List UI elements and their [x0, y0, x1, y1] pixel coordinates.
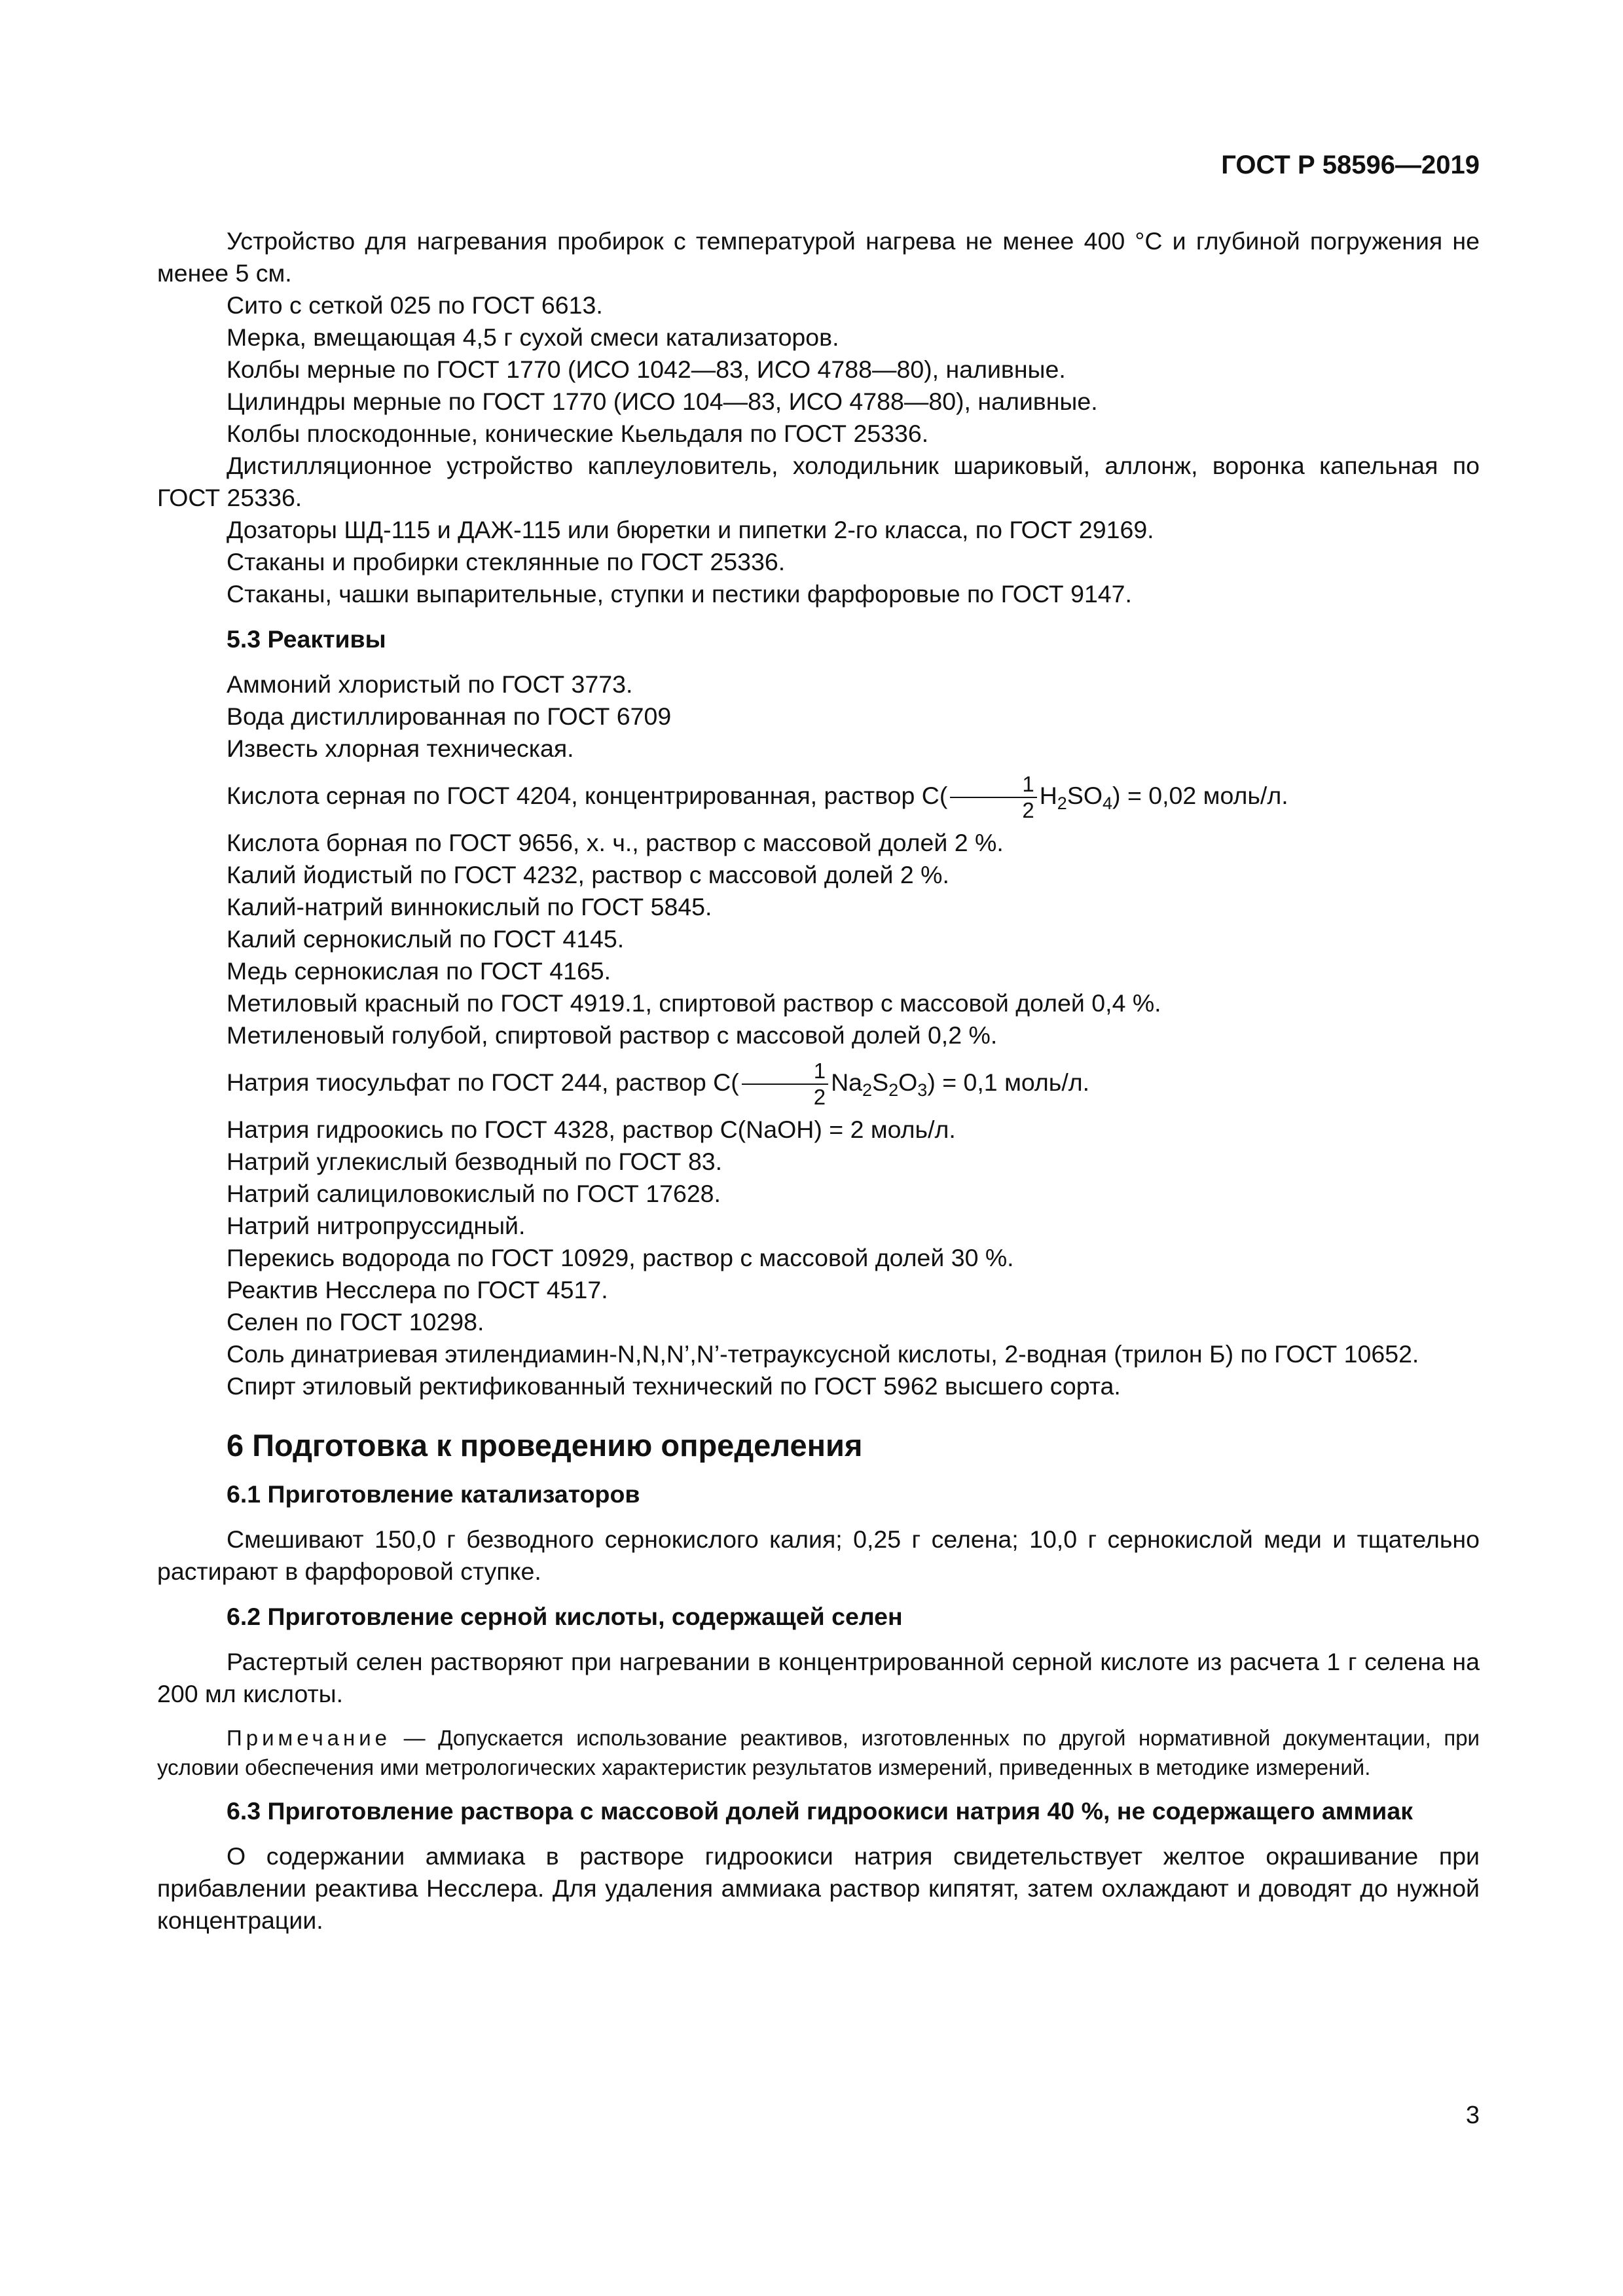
reagent-item: Натрия гидроокись по ГОСТ 4328, раствор С(NaOH) = 2 моль/л. — [227, 1116, 956, 1143]
formula-part: O — [898, 1068, 918, 1096]
formula-part: H — [1039, 782, 1057, 809]
paragraph-6-2: Растертый селен растворяют при нагревании в концентрированной серной кислоте из расчета 1 г селена на 200 мл кислоты. — [157, 1648, 1480, 1707]
formula-subscript: 2 — [862, 1080, 873, 1101]
equipment-item: Стаканы и пробирки стеклянные по ГОСТ 25336. — [227, 548, 786, 575]
reagent-item: Калий сернокислый по ГОСТ 4145. — [227, 925, 625, 953]
fraction-numerator: 1 — [742, 1059, 828, 1085]
page-number: 3 — [1465, 2102, 1480, 2129]
formula-part: SO — [1067, 782, 1103, 809]
reagent-item: Медь сернокислая по ГОСТ 4165. — [227, 957, 611, 985]
formula-subscript: 3 — [917, 1080, 928, 1101]
reagent-item-sulfuric-acid — [157, 765, 1480, 827]
reagent-item: Калий-натрий виннокислый по ГОСТ 5845. — [227, 893, 712, 920]
formula-subscript: 4 — [1103, 793, 1113, 814]
equipment-item: Колбы плоскодонные, конические Кьельдаля по ГОСТ 25336. — [227, 420, 929, 447]
fraction-denominator: 2 — [813, 1085, 826, 1110]
reagent-item: Известь хлорная техническая. — [227, 735, 574, 762]
note-text: — Допускается использование реактивов, изготовленных по другой нормативной документации, при условии обеспечения ими метрологических характеристик результатов измерений, приведенных в методике измерений. — [157, 1726, 1480, 1779]
note-label: Примечание — [227, 1726, 392, 1750]
document-header: ГОСТ Р 58596—2019 — [1221, 151, 1480, 179]
section-heading-6-1: 6.1 Приготовление катализаторов — [227, 1480, 640, 1508]
reagent-item: Вода дистиллированная по ГОСТ 6709 — [227, 702, 672, 730]
formula-subscript: 2 — [888, 1080, 899, 1101]
formula-suffix: ) = 0,1 моль/л. — [927, 1068, 1090, 1096]
note — [157, 1723, 1480, 1782]
formula-prefix: Кислота серная по ГОСТ 4204, концентрированная, раствор С( — [227, 782, 948, 809]
section-heading-5-3: 5.3 Реактивы — [227, 625, 386, 653]
section-heading-6: 6 Подготовка к проведению определения — [227, 1428, 863, 1463]
reagent-item: Спирт этиловый ректификованный технический по ГОСТ 5962 высшего сорта. — [227, 1372, 1121, 1400]
reagent-item: Калий йодистый по ГОСТ 4232, раствор с массовой долей 2 %. — [227, 861, 949, 888]
reagent-item: Соль динатриевая этилендиамин-N,N,N’,N’-тетрауксусной кислоты, 2-водная (трилон Б) по ГОСТ 10652. — [227, 1340, 1419, 1368]
section-heading-6-2: 6.2 Приготовление серной кислоты, содержащей селен — [227, 1603, 903, 1630]
reagent-item: Реактив Несслера по ГОСТ 4517. — [227, 1276, 608, 1303]
section-heading-6-3: 6.3 Приготовление раствора с массовой долей гидроокиси натрия 40 %, не содержащего аммиак — [227, 1797, 1413, 1825]
reagent-item: Натрий углекислый безводный по ГОСТ 83. — [227, 1148, 723, 1175]
equipment-item: Сито с сеткой 025 по ГОСТ 6613. — [227, 291, 603, 319]
formula-subscript: 2 — [1057, 793, 1067, 814]
fraction-denominator: 2 — [1022, 798, 1034, 823]
reagent-item: Натрий салициловокислый по ГОСТ 17628. — [227, 1180, 721, 1207]
equipment-item: Устройство для нагревания пробирок с температурой нагрева не менее 400 °С и глубиной погружения не менее 5 см. — [157, 227, 1480, 287]
equipment-item: Мерка, вмещающая 4,5 г сухой смеси катализаторов. — [227, 323, 839, 351]
equipment-item: Цилиндры мерные по ГОСТ 1770 (ИСО 104—83, ИСО 4788—80), наливные. — [227, 388, 1098, 415]
reagent-item: Метиленовый голубой, спиртовой раствор с массовой долей 0,2 %. — [227, 1021, 998, 1049]
fraction — [742, 1059, 828, 1110]
reagent-item: Кислота борная по ГОСТ 9656, х. ч., раствор с массовой долей 2 %. — [227, 829, 1004, 856]
equipment-item: Дистилляционное устройство каплеуловитель, холодильник шариковый, аллонж, воронка капельная по ГОСТ 25336. — [157, 452, 1480, 511]
equipment-item: Дозаторы ШД-115 и ДАЖ-115 или бюретки и пипетки 2-го класса, по ГОСТ 29169. — [227, 516, 1154, 543]
formula-suffix: ) = 0,02 моль/л. — [1112, 782, 1288, 809]
reagent-item-thiosulfate — [157, 1051, 1480, 1114]
formula-part: S — [872, 1068, 889, 1096]
formula-part: Na — [831, 1068, 863, 1096]
formula-prefix: Натрия тиосульфат по ГОСТ 244, раствор С( — [227, 1068, 739, 1096]
reagent-item: Перекись водорода по ГОСТ 10929, раствор с массовой долей 30 %. — [227, 1244, 1014, 1271]
document-body — [157, 225, 1480, 1937]
fraction-numerator: 1 — [950, 772, 1036, 798]
fraction — [950, 772, 1036, 823]
reagent-item: Аммоний хлористый по ГОСТ 3773. — [227, 670, 633, 698]
reagent-item: Селен по ГОСТ 10298. — [227, 1308, 484, 1336]
equipment-item: Колбы мерные по ГОСТ 1770 (ИСО 1042—83, ИСО 4788—80), наливные. — [227, 355, 1066, 383]
equipment-item: Стаканы, чашки выпарительные, ступки и пестики фарфоровые по ГОСТ 9147. — [227, 580, 1132, 608]
reagent-item: Метиловый красный по ГОСТ 4919.1, спиртовой раствор с массовой долей 0,4 %. — [227, 989, 1161, 1017]
paragraph-6-1: Смешивают 150,0 г безводного сернокислого калия; 0,25 г селена; 10,0 г сернокислой меди и тщательно растирают в фарфоровой ступке. — [157, 1525, 1480, 1585]
paragraph-6-3: О содержании аммиака в растворе гидроокиси натрия свидетельствует желтое окрашивание при прибавлении реактива Несслера. Для удаления аммиака раствор кипятят, затем охлаждают и доводят до нужной концентрации. — [157, 1842, 1480, 1934]
reagent-item: Натрий нитропруссидный. — [227, 1212, 526, 1239]
